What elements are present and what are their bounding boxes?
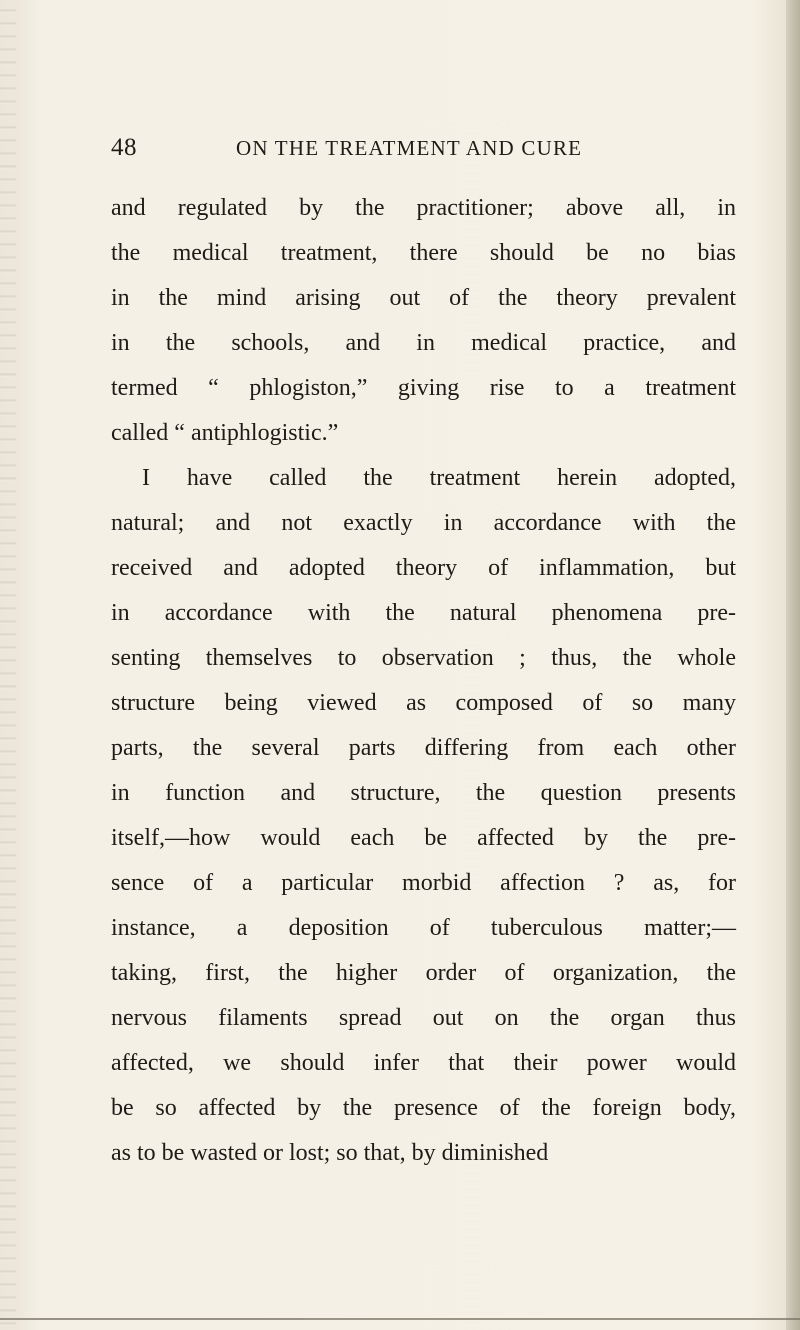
text-line: in the mind arising out of the theory prevalent: [111, 285, 736, 311]
body-text: [111, 186, 736, 1176]
text-line: as to be wasted or lost; so that, by diminished: [111, 1140, 549, 1166]
text-line: called “ antiphlogistic.”: [111, 420, 339, 446]
text-line: I have called the treatment herein adopted,: [142, 465, 736, 491]
text-line: instance, a deposition of tuberculous matter;—: [111, 915, 736, 941]
text-line: received and adopted theory of inflammation, but: [111, 555, 736, 581]
text-line: be so affected by the presence of the foreign body,: [111, 1095, 736, 1121]
text-line: the medical treatment, there should be no bias: [111, 240, 736, 266]
text-line: and regulated by the practitioner; above all, in: [111, 195, 736, 221]
text-line: senting themselves to observation ; thus, the whole: [111, 645, 736, 671]
text-line: in function and structure, the question presents: [111, 780, 736, 806]
page-right-edge: [786, 0, 800, 1330]
text-line: natural; and not exactly in accordance with the: [111, 510, 736, 536]
text-line: nervous filaments spread out on the organ thus: [111, 1005, 736, 1031]
text-line: affected, we should infer that their power would: [111, 1050, 736, 1076]
text-line: itself,—how would each be affected by the pre-: [111, 825, 736, 851]
text-line: taking, first, the higher order of organization, the: [111, 960, 736, 986]
text-line: in accordance with the natural phenomena pre-: [111, 600, 736, 626]
page-number: 48: [111, 134, 137, 161]
page-header: [111, 134, 656, 168]
running-head: ON THE TREATMENT AND CURE: [236, 136, 583, 160]
text-line: termed “ phlogiston,” giving rise to a treatment: [111, 375, 736, 401]
text-line: structure being viewed as composed of so many: [111, 690, 736, 716]
page-bottom-rule: [0, 1318, 800, 1320]
page-left-edge: [0, 0, 16, 1330]
text-line: in the schools, and in medical practice, and: [111, 330, 736, 356]
text-line: sence of a particular morbid affection ? as, for: [111, 870, 736, 896]
text-line: parts, the several parts differing from each other: [111, 735, 736, 761]
